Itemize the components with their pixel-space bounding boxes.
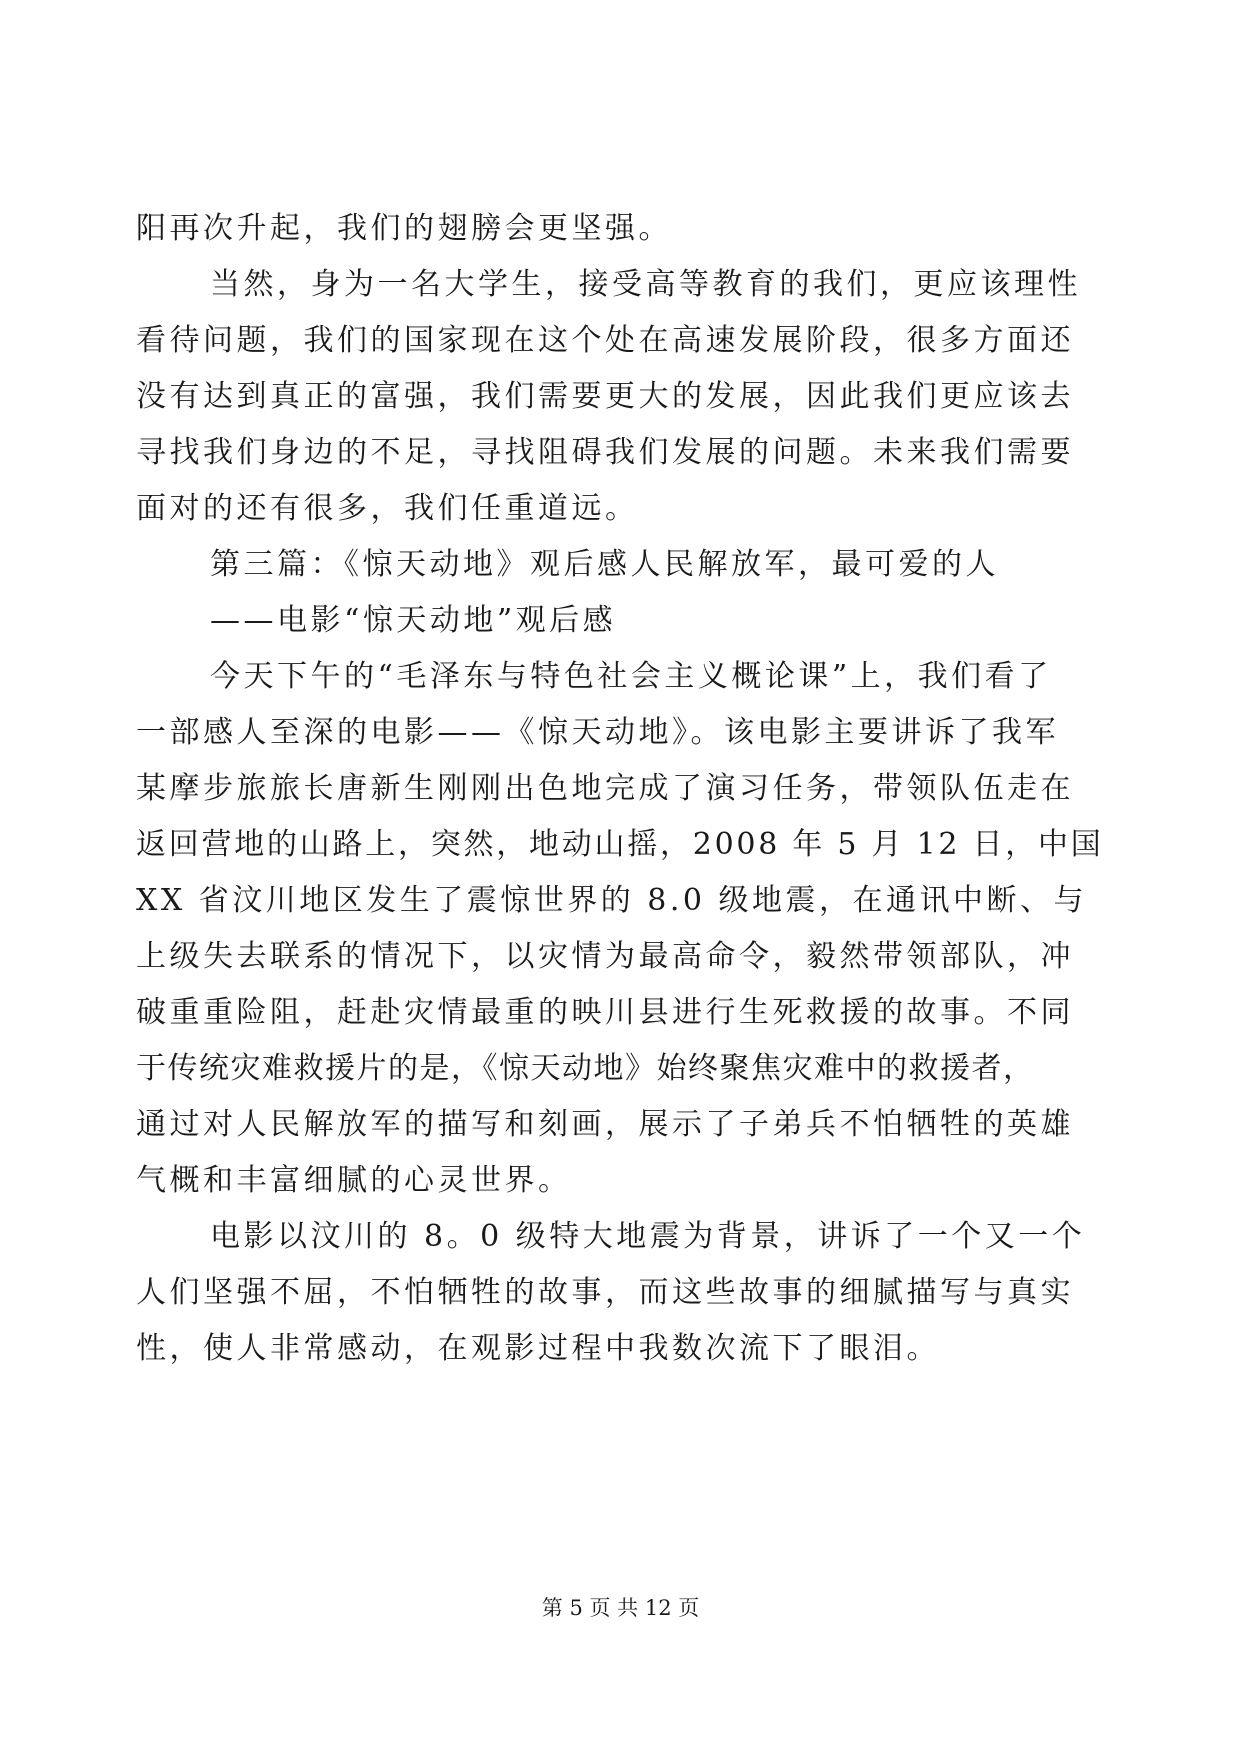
text-line: 通过对人民解放军的描写和刻画，展示了子弟兵不怕牺牲的英雄	[136, 1107, 1074, 1142]
section-heading: 第三篇：《惊天动地》观后感人民解放军，最可爱的人	[210, 547, 999, 582]
text-line: 性，使人非常感动，在观影过程中我数次流下了眼泪。	[136, 1331, 940, 1366]
text-line: 气概和丰富细腻的心灵世界。	[136, 1163, 572, 1198]
section-subheading: ——电影“惊天动地”观后感	[210, 603, 617, 638]
text-line: 看待问题，我们的国家现在这个处在高速发展阶段，很多方面还	[136, 323, 1074, 358]
paragraph-start-line: 今天下午的“毛泽东与特色社会主义概论课”上，我们看了	[210, 659, 1052, 694]
paragraph-start-line: 当然，身为一名大学生，接受高等教育的我们，更应该理性	[210, 267, 1081, 302]
text-line: 人们坚强不屈，不怕牺牲的故事，而这些故事的细腻描写与真实	[136, 1275, 1074, 1310]
paragraph-start-line: 电影以汶川的 8。0 级特大地震为背景，讲诉了一个又一个	[210, 1219, 1086, 1254]
text-line: 面对的还有很多，我们任重道远。	[136, 491, 639, 526]
text-line: 某摩步旅旅长唐新生刚刚出色地完成了演习任务，带领队伍走在	[136, 771, 1074, 806]
text-line: 没有达到真正的富强，我们需要更大的发展，因此我们更应该去	[136, 379, 1074, 414]
text-line: 上级失去联系的情况下，以灾情为最高命令，毅然带领部队，冲	[136, 939, 1074, 974]
text-line: 一部感人至深的电影——《惊天动地》。该电影主要讲诉了我军	[136, 715, 1059, 750]
text-line: 寻找我们身边的不足，寻找阻碍我们发展的问题。未来我们需要	[136, 435, 1074, 470]
text-line: 阳再次升起，我们的翅膀会更坚强。	[136, 211, 672, 246]
text-line: XX 省汶川地区发生了震惊世界的 8.0 级地震，在通讯中断、与	[136, 883, 1088, 918]
text-line: 返回营地的山路上，突然，地动山摇，2008 年 5 月 12 日，中国	[136, 827, 1104, 862]
text-line: 破重重险阻，赶赴灾情最重的映川县进行生死救援的故事。不同	[136, 995, 1074, 1030]
text-line: 于传统灾难救援片的是，《惊天动地》始终聚焦灾难中的救援者，	[136, 1051, 1035, 1086]
page-footer: 第 5 页 共 12 页	[541, 1596, 700, 1620]
